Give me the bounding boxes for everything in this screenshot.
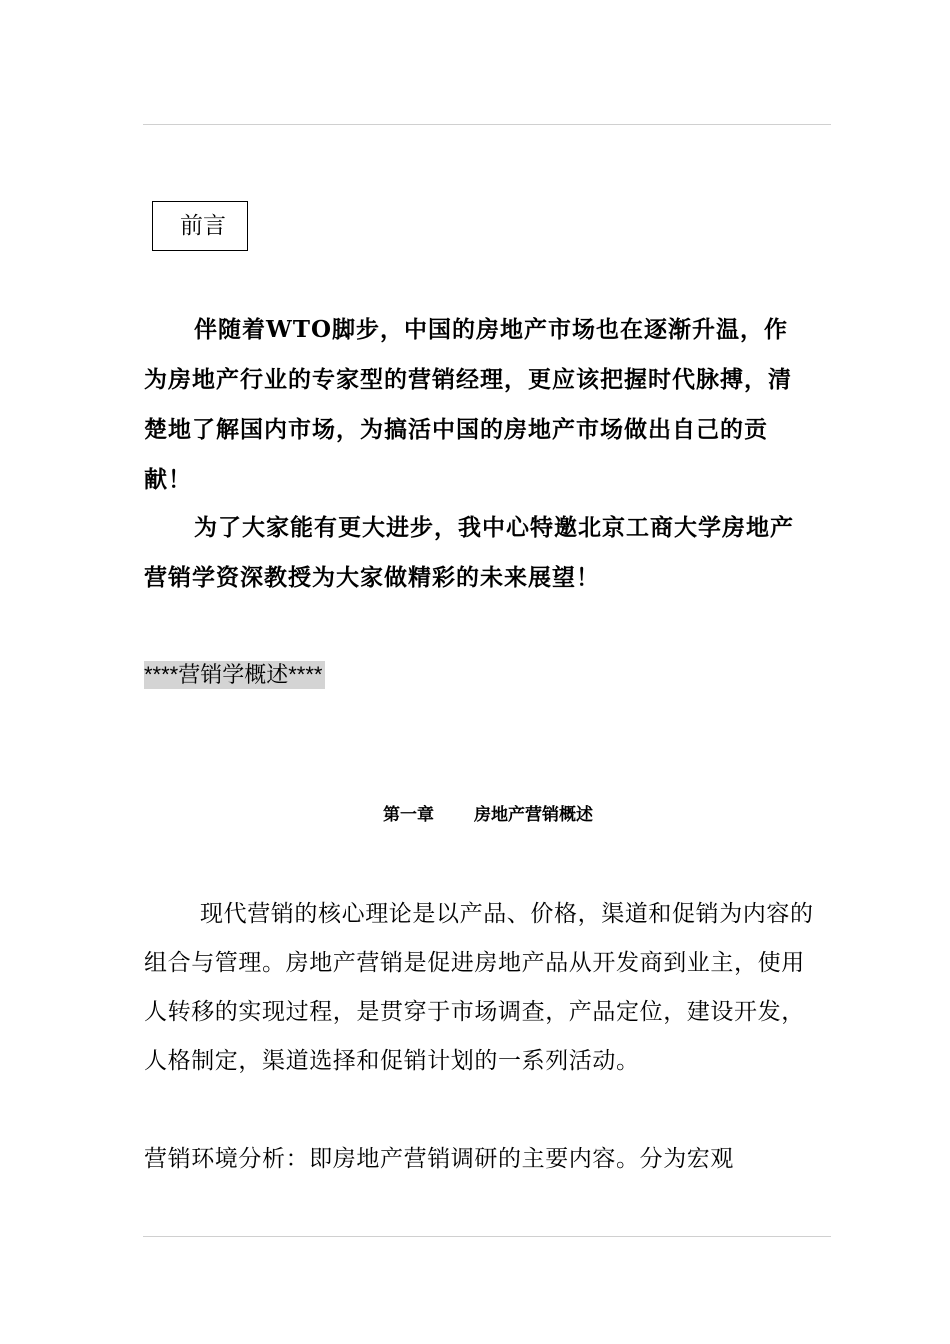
preface-title: 前言 (180, 213, 226, 239)
footer-rule (143, 1236, 831, 1237)
body-paragraph-1: 现代营销的核心理论是以产品、价格，渠道和促销为内容的组合与管理。房地产营销是促进房地产品从开发商到业主，使用人转移的实现过程，是贯穿于市场调查，产品定位，建设开发，人格制定，渠道选择和促销计划的一系列活动。 (144, 901, 814, 1074)
chapter-number: 第一章 (383, 805, 434, 825)
body-paragraph-2: 营销环境分析：即房地产营销调研的主要内容。分为宏观 (144, 1146, 734, 1172)
preface-paragraph-1: 伴随着WTO脚步，中国的房地产市场也在逐渐升温，作为房地产行业的专家型的营销经理，更应该把握时代脉搏，清楚地了解国内市场，为搞活中国的房地产市场做出自己的贡献！ (144, 316, 792, 493)
header-rule (143, 124, 831, 125)
preface-paragraph-2: 为了大家能有更大进步，我中心特邀北京工商大学房地产营销学资深教授为大家做精彩的未来展望！ (144, 514, 794, 591)
chapter-title: 房地产营销概述 (474, 805, 593, 825)
chapter-heading (0, 802, 950, 828)
section-heading: ****营销学概述**** (144, 662, 323, 687)
preface-title-box (152, 201, 248, 251)
